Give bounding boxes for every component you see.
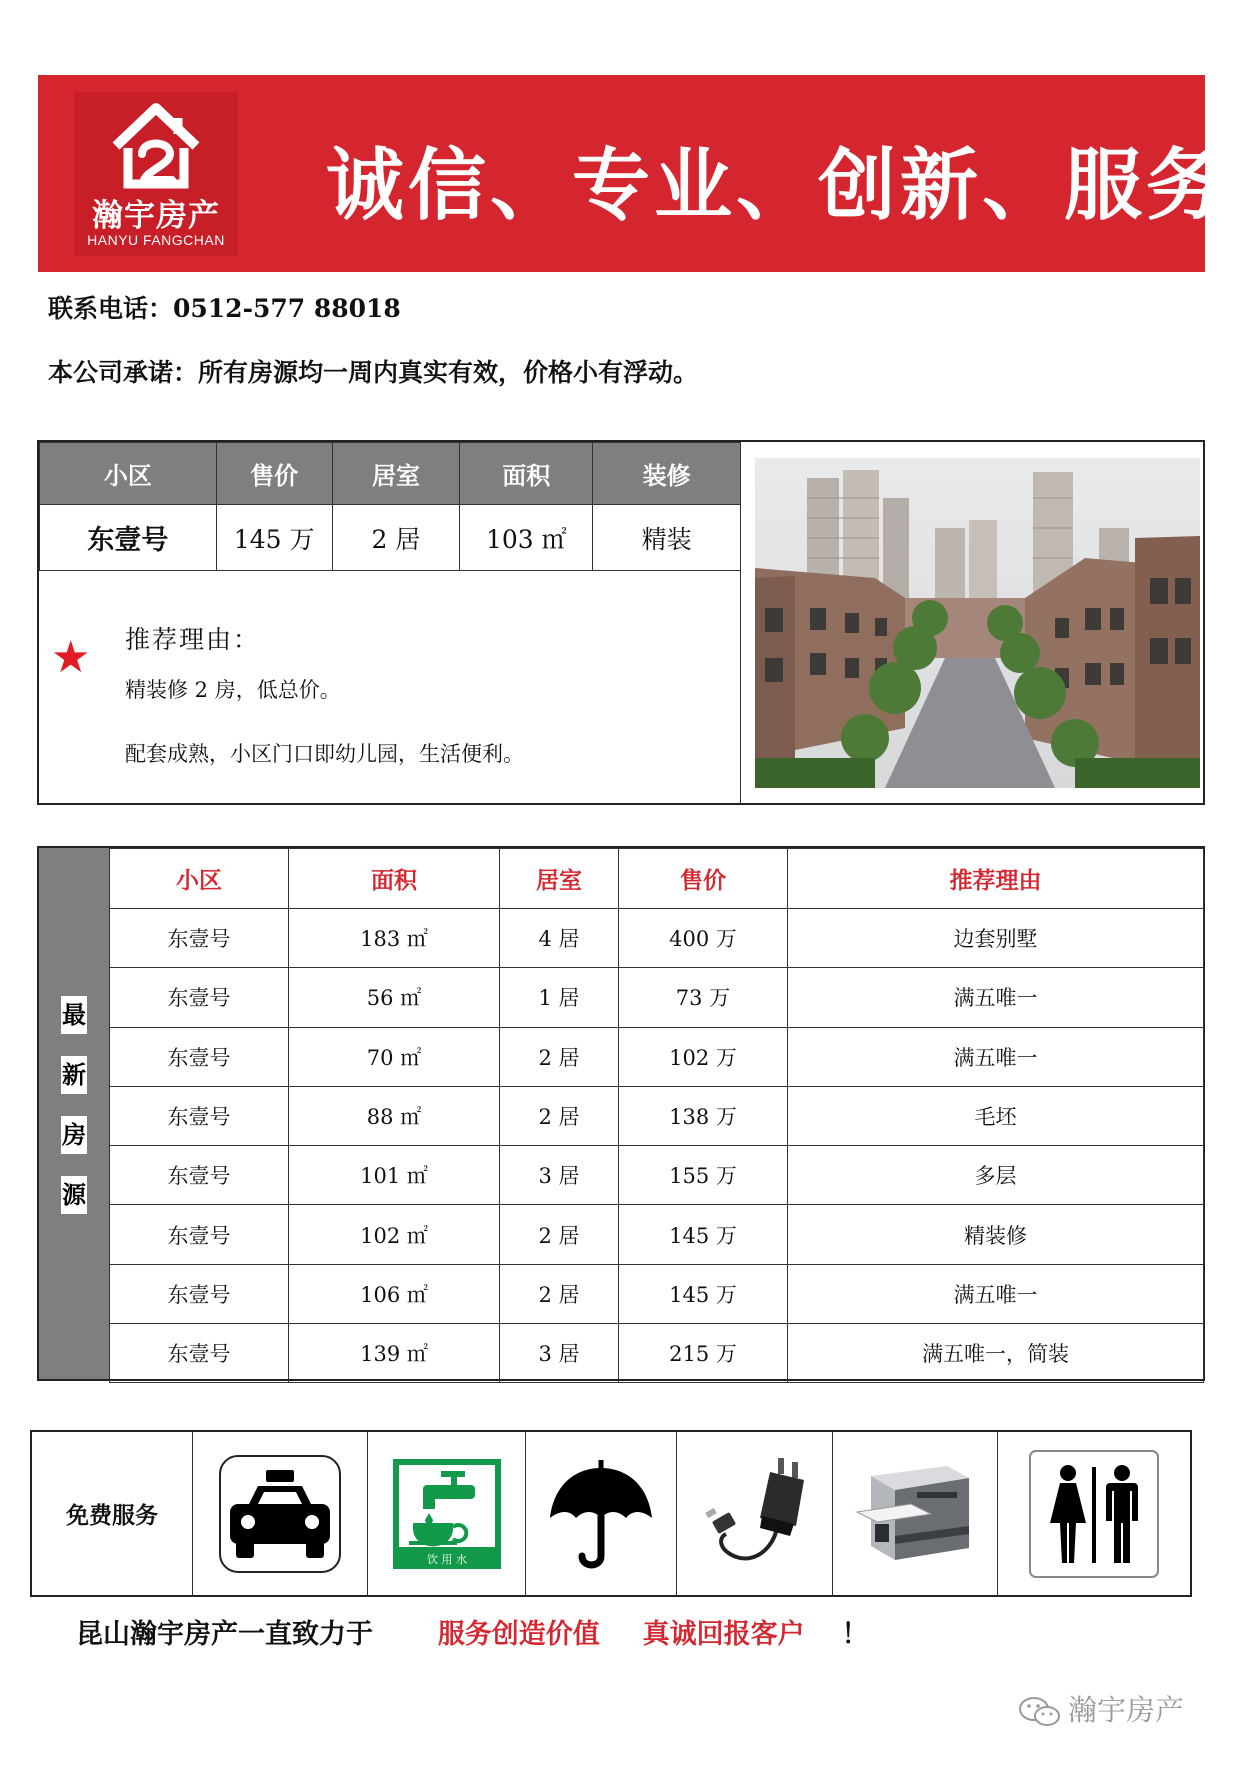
featured-reason-box: [39, 570, 741, 803]
featured-community: 东壹号: [40, 505, 217, 571]
side-label-char: 房: [61, 1116, 87, 1154]
contact-phone: 联系电话：0512-577 88018: [48, 294, 401, 323]
footer-statement: [76, 1612, 868, 1651]
listing-price: 102 万: [619, 1027, 788, 1086]
latest-header-cell: 面积: [289, 849, 500, 909]
listing-rooms: 3 居: [500, 1324, 619, 1383]
featured-rooms: 2 居: [332, 505, 460, 571]
taxi-icon: [218, 1454, 342, 1574]
featured-header-cell: 小区: [40, 443, 217, 505]
service-umbrella: [526, 1432, 677, 1595]
latest-table: [109, 848, 1204, 1383]
listing-area: 101 ㎡: [289, 1146, 500, 1205]
featured-area: 103 ㎡: [460, 505, 593, 571]
listing-community: 东壹号: [110, 1205, 289, 1264]
listing-row: [110, 909, 1204, 968]
service-drinking-water: [368, 1432, 526, 1595]
listing-area: 70 ㎡: [289, 1027, 500, 1086]
listing-row: [110, 1146, 1204, 1205]
listing-price: 145 万: [619, 1205, 788, 1264]
listing-rooms: 2 居: [500, 1086, 619, 1145]
water-caption: 饮 用 水: [426, 1552, 467, 1566]
star-icon: ★: [51, 632, 91, 683]
free-services-label-cell: [32, 1432, 193, 1595]
listing-reason: 满五唯一，简装: [788, 1324, 1204, 1383]
building-photo: [755, 458, 1200, 788]
featured-header-cell: 面积: [460, 443, 593, 505]
watermark-text: 瀚宇房产: [1068, 1693, 1185, 1727]
featured-listing: [37, 440, 1205, 805]
service-charger: [677, 1432, 833, 1595]
reason-line: 配套成熟，小区门口即幼儿园，生活便利。: [125, 742, 524, 766]
listing-price: 138 万: [619, 1086, 788, 1145]
featured-price: 145 万: [216, 505, 332, 571]
service-taxi: [193, 1432, 368, 1595]
footer-highlight: 服务创造价值: [437, 1619, 600, 1650]
listing-area: 183 ㎡: [289, 909, 500, 968]
listing-row: [110, 1027, 1204, 1086]
latest-header-row: [110, 849, 1204, 909]
listing-area: 102 ㎡: [289, 1205, 500, 1264]
latest-header-cell: 居室: [500, 849, 619, 909]
listing-community: 东壹号: [110, 1264, 289, 1323]
listing-reason: 满五唯一: [788, 968, 1204, 1027]
featured-header-row: [40, 443, 741, 505]
side-label-char: 源: [61, 1176, 87, 1214]
listing-rooms: 2 居: [500, 1027, 619, 1086]
listing-price: 155 万: [619, 1146, 788, 1205]
free-services: [30, 1430, 1192, 1597]
latest-header-cell: 售价: [619, 849, 788, 909]
latest-header-cell: 小区: [110, 849, 289, 909]
free-services-label: 免费服务: [66, 1503, 158, 1529]
listing-row: [110, 1086, 1204, 1145]
featured-header-cell: 装修: [593, 443, 741, 505]
wechat-watermark: [1018, 1688, 1184, 1729]
featured-table: [39, 442, 741, 571]
listing-area: 56 ㎡: [289, 968, 500, 1027]
listing-area: 88 ㎡: [289, 1086, 500, 1145]
listing-row: [110, 1324, 1204, 1383]
listing-price: 400 万: [619, 909, 788, 968]
listing-rooms: 4 居: [500, 909, 619, 968]
featured-decoration: 精装: [593, 505, 741, 571]
header-banner: [38, 75, 1229, 272]
footer-suffix: ！: [841, 1619, 869, 1650]
listing-row: [110, 968, 1204, 1027]
restroom-icon: [1028, 1449, 1160, 1579]
featured-header-cell: 居室: [332, 443, 460, 505]
listing-reason: 多层: [788, 1146, 1204, 1205]
drinking-water-icon: [393, 1459, 501, 1569]
printer-icon: [851, 1456, 979, 1572]
listing-price: 73 万: [619, 968, 788, 1027]
side-label-char: 新: [61, 1056, 87, 1094]
logo-subtitle: HANYU FANGCHAN: [87, 232, 225, 248]
footer-prefix: 昆山瀚宇房产一直致力于: [76, 1619, 373, 1650]
side-label-char: 最: [61, 996, 87, 1034]
listing-area: 139 ㎡: [289, 1324, 500, 1383]
reason-line: 精装修 2 房，低总价。: [125, 678, 341, 702]
wechat-icon: [1018, 1695, 1062, 1729]
service-restroom: [998, 1432, 1190, 1595]
listing-rooms: 2 居: [500, 1264, 619, 1323]
listing-reason: 边套别墅: [788, 909, 1204, 968]
listing-reason: 毛坯: [788, 1086, 1204, 1145]
featured-header-cell: 售价: [216, 443, 332, 505]
listing-row: [110, 1205, 1204, 1264]
listing-community: 东壹号: [110, 909, 289, 968]
umbrella-icon: [546, 1456, 656, 1572]
featured-data-row: [40, 505, 741, 571]
listing-reason: 满五唯一: [788, 1027, 1204, 1086]
latest-header-cell: 推荐理由: [788, 849, 1204, 909]
listing-row: [110, 1264, 1204, 1323]
listing-reason: 精装修: [788, 1205, 1204, 1264]
listing-price: 145 万: [619, 1264, 788, 1323]
listing-community: 东壹号: [110, 1086, 289, 1145]
phone-charger-icon: [700, 1454, 810, 1574]
listing-community: 东壹号: [110, 1324, 289, 1383]
latest-listings: [37, 846, 1205, 1381]
listing-community: 东壹号: [110, 1027, 289, 1086]
latest-side-label: [39, 848, 109, 1379]
footer-highlight: 真诚回报客户: [642, 1619, 805, 1650]
service-printer: [833, 1432, 998, 1595]
listing-rooms: 2 居: [500, 1205, 619, 1264]
listing-area: 106 ㎡: [289, 1264, 500, 1323]
logo-name: 瀚宇房产: [92, 198, 220, 234]
listing-rooms: 3 居: [500, 1146, 619, 1205]
listing-rooms: 1 居: [500, 968, 619, 1027]
listing-community: 东壹号: [110, 1146, 289, 1205]
company-promise: 本公司承诺：所有房源均一周内真实有效，价格小有浮动。: [48, 358, 699, 387]
listing-reason: 满五唯一: [788, 1264, 1204, 1323]
company-logo: [74, 92, 238, 256]
reason-title: 推荐理由：: [125, 625, 261, 654]
listing-price: 215 万: [619, 1324, 788, 1383]
listing-community: 东壹号: [110, 968, 289, 1027]
house-logo-icon: [108, 100, 204, 192]
slogan: 诚信、专业、创新、服务: [326, 141, 1229, 231]
